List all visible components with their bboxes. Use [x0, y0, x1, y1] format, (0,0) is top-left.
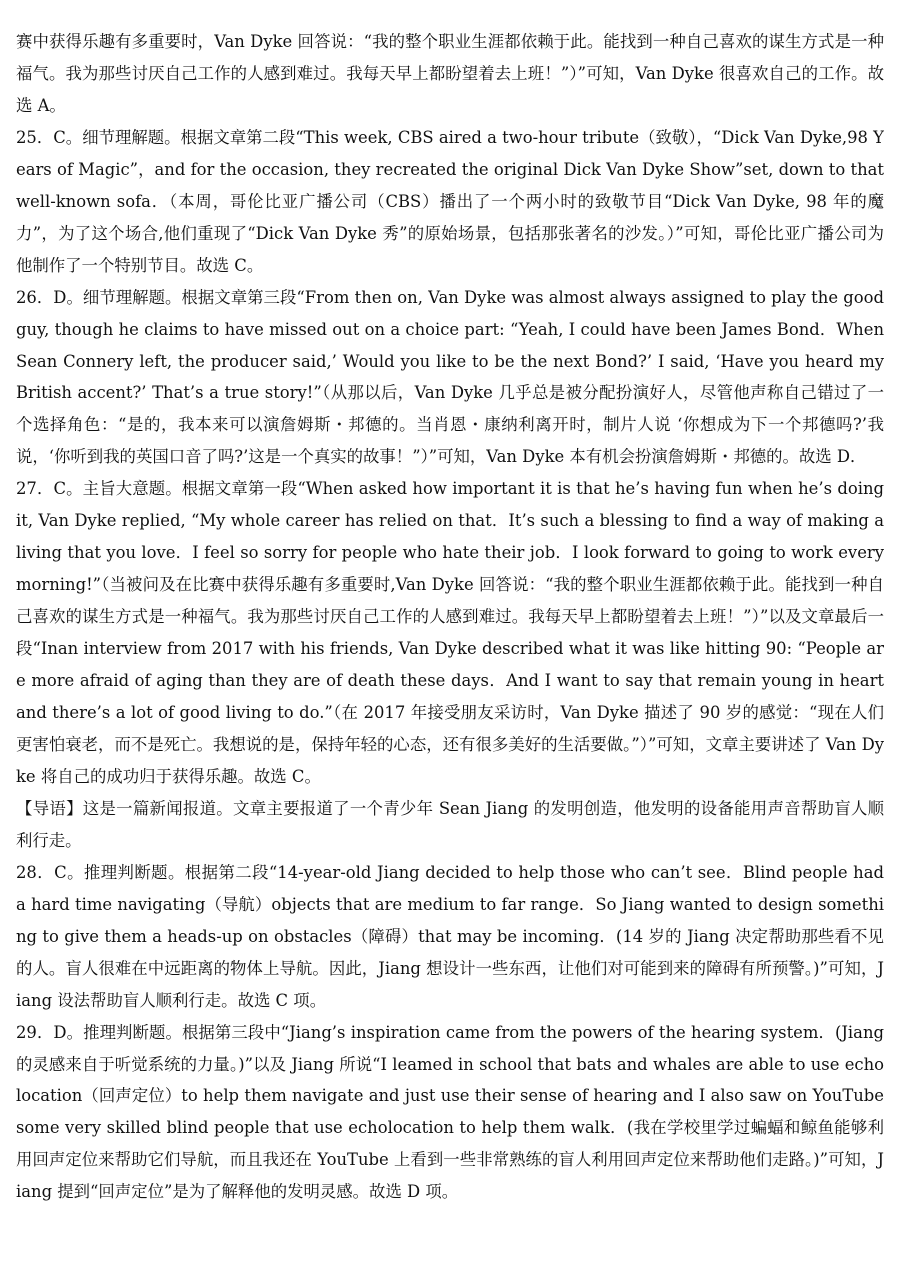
paragraph-answer-26: 26．D。细节理解题。根据文章第三段“From then on, Van Dyke was almost always assigned to play the good guy, though he claims to have missed out on a choice part: “Yeah, I could have been James Bond．When Sean Connery left, the producer said,’ Would you like to be the next Bond?’ I said, ‘Have you heard my British accent?’ That’s a true story!”（从那以后，Van Dyke 几乎总是被分配扮演好人，尽管他声称自己错过了一个选择角色：“是的，我本来可以演詹姆斯・邦德的。当肖恩・康纳利离开时，制片人说 ‘你想成为下一个邦德吗?’我说，‘你听到我的英国口音了吗?’这是一个真实的故事！”）”可知，Van Dyke 本有机会扮演詹姆斯・邦德的。故选 D． [16, 287, 884, 467]
paragraph-answer-27: 27．C。主旨大意题。根据文章第一段“When asked how important it is that he’s having fun when he’s doing it, Van Dyke replied, “My whole career has relied on that．It’s such a blessing to find a way of making a living that you love．I feel so sorry for people who hate their job．I look forward to going to work every morning!”（当被问及在比赛中获得乐趣有多重要时,Van Dyke 回答说：“我的整个职业生涯都依赖于此。能找到一种自己喜欢的谋生方式是一种福气。我为那些讨厌自己工作的人感到难过。我每天早上都盼望着去上班！”）”以及文章最后一段“Inan interview from 2017 with his friends, Van Dyke described what it was like hitting 90: “People are more afraid of aging than they are of death these days．And I want to say that remain young in heart and there’s a lot of good living to do.”（在 2017 年接受朋友采访时，Van Dyke 描述了 90 岁的感觉：“现在人们更害怕衰老，而不是死亡。我想说的是，保持年轻的心态，还有很多美好的生活要做。”）”可知，文章主要讲述了 Van Dyke 将自己的成功归于获得乐趣。故选 C。 [16, 479, 884, 786]
answer-explanation-page [16, 0, 884, 1263]
paragraph-passage-intro: 【导语】这是一篇新闻报道。文章主要报道了一个青少年 Sean Jiang 的发明创造，他发明的设备能用声音帮助盲人顺利行走。 [16, 798, 884, 850]
paragraph-answer-29: 29．D。推理判断题。根据第三段中“Jiang’s inspiration came from the powers of the hearing system．(Jiang 的灵感来自于听觉系统的力量。)”以及 Jiang 所说“I leamed in school that bats and whales are able to use echolocation（回声定位）to help them navigate and just use their sense of hearing and I also saw on YouTube some very skilled blind people that use echolocation to help them walk．(我在学校里学过蝙蝠和鲸鱼能够利用回声定位来帮助它们导航，而且我还在 YouTube 上看到一些非常熟练的盲人利用回声定位来帮助他们走路。)”可知，Jiang 提到“回声定位”是为了解释他的发明灵感。故选 D 项。 [16, 1022, 884, 1202]
paragraph-answer-25: 25．C。细节理解题。根据文章第二段“This week, CBS aired a two-hour tribute（致敬），“Dick Van Dyke,98 Years of Magic”，and for the occasion, they recreated the original Dick Van Dyke Show”set, down to that well-known sofa．（本周，哥伦比亚广播公司（CBS）播出了一个两小时的致敬节目“Dick Van Dyke, 98 年的魔力”，为了这个场合,他们重现了“Dick Van Dyke 秀”的原始场景，包括那张著名的沙发。）”可知，哥伦比亚广播公司为他制作了一个特别节目。故选 C。 [16, 127, 884, 275]
paragraph-continued-answer-24: 赛中获得乐趣有多重要时，Van Dyke 回答说：“我的整个职业生涯都依赖于此。能找到一种自己喜欢的谋生方式是一种福气。我为那些讨厌自己工作的人感到难过。我每天早上都盼望着去上班！”）”可知，Van Dyke 很喜欢自己的工作。故选 A。 [16, 32, 884, 115]
paragraph-answer-28: 28．C。推理判断题。根据第二段“14-year-old Jiang decided to help those who can’t see．Blind people had a hard time navigating（导航）objects that are medium to far range．So Jiang wanted to design something to give them a heads-up on obstacles（障碍）that may be incoming．(14 岁的 Jiang 决定帮助那些看不见的人。盲人很难在中远距离的物体上导航。因此，Jiang 想设计一些东西，让他们对可能到来的障碍有所预警。)”可知，Jiang 设法帮助盲人顺利行走。故选 C 项。 [16, 862, 884, 1010]
